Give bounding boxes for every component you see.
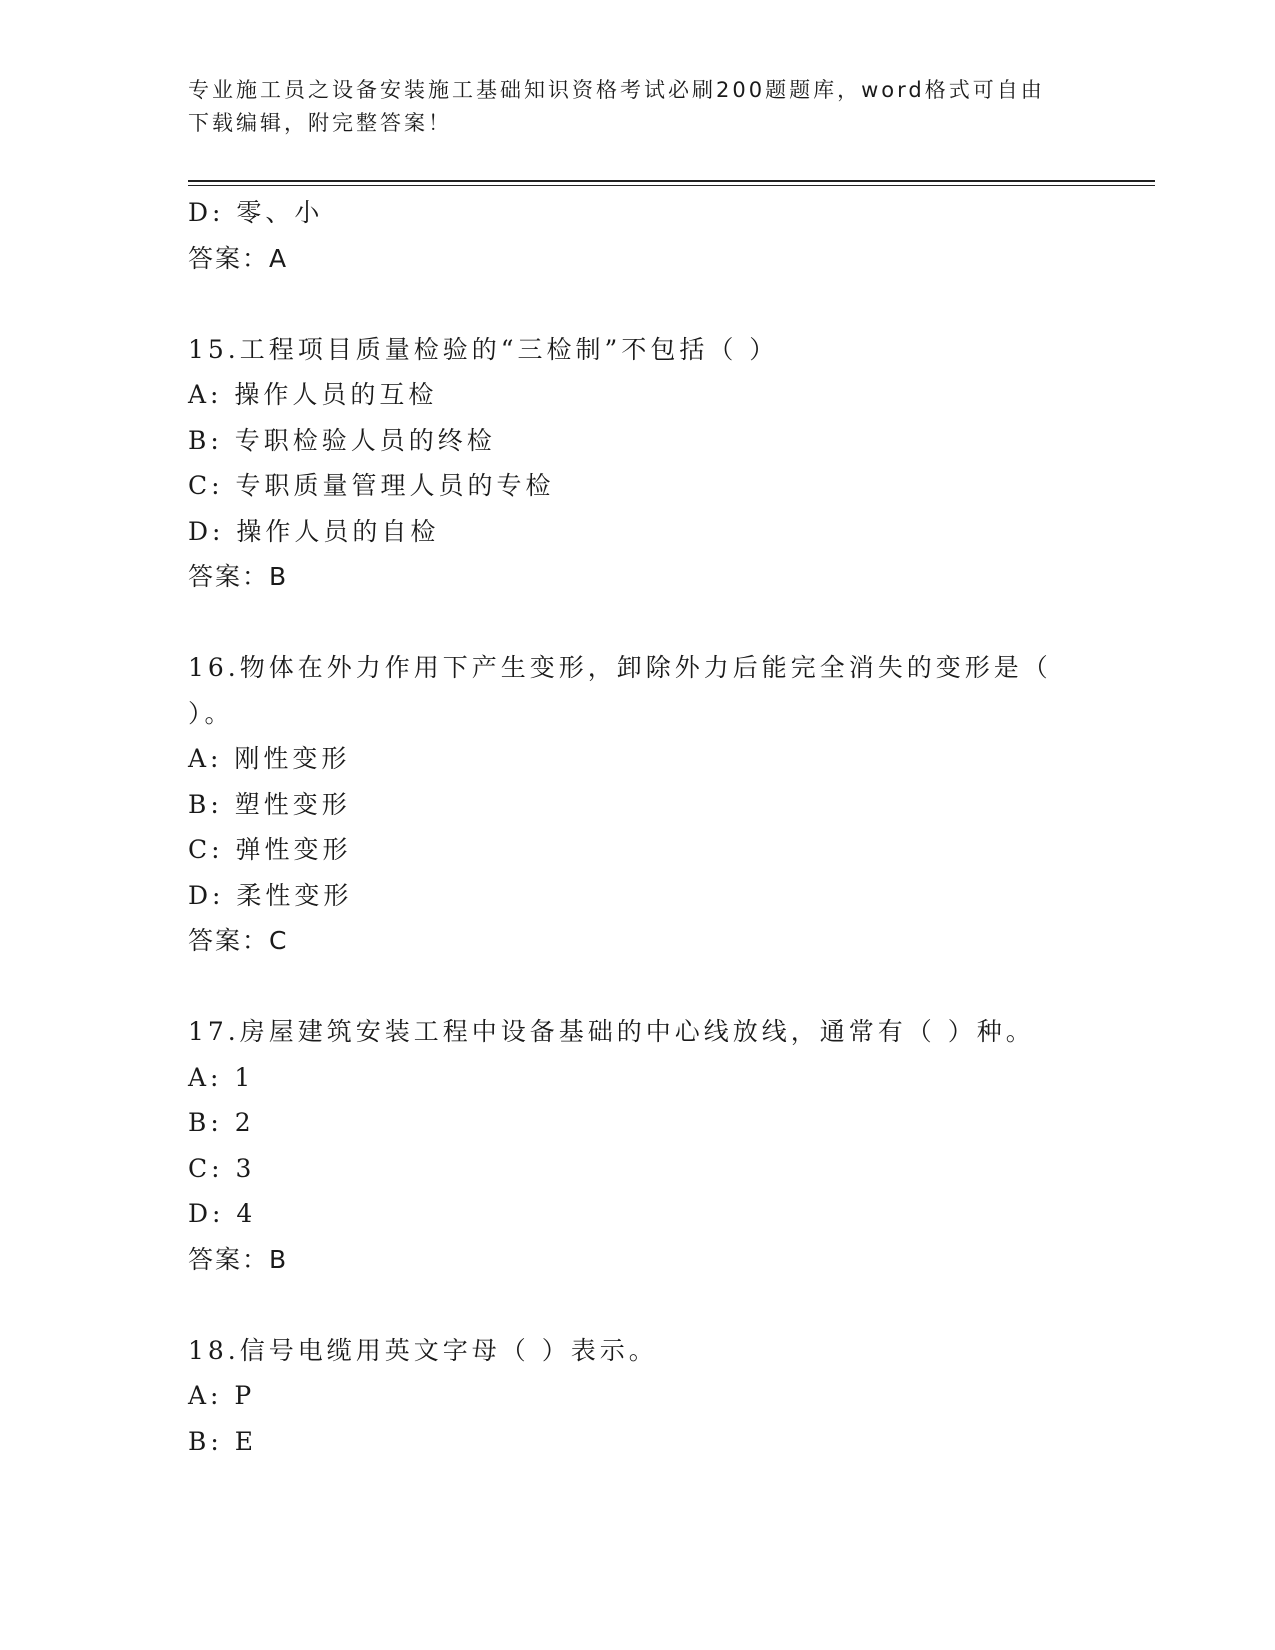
question-stem-line-2: ）。 (188, 698, 234, 728)
answer-line: 答案：B (188, 562, 289, 591)
document-header (188, 74, 1088, 140)
option-b: B: 塑性变形 (188, 789, 351, 819)
question-18 (188, 1328, 1088, 1465)
spacer (188, 1282, 1088, 1328)
option-b: B: 专职检验人员的终检 (188, 425, 496, 455)
option-d: D: 4 (188, 1199, 257, 1228)
option-a: A: 操作人员的互检 (188, 380, 438, 409)
question-16 (188, 645, 1088, 964)
answer-line: 答案：C (188, 926, 289, 955)
header-line-1: 专业施工员之设备安装施工基础知识资格考试必刷200题题库，word格式可自由 (188, 78, 1045, 102)
option-a: A: P (188, 1381, 256, 1410)
previous-question-tail (188, 190, 1088, 281)
option-b: B: 2 (188, 1108, 255, 1137)
question-stem: 15.工程项目质量检验的“三检制”不包括（ ） (188, 334, 779, 364)
question-list (188, 190, 1088, 1464)
option-c: C: 专职质量管理人员的专检 (188, 471, 555, 500)
option-a: A: 1 (188, 1062, 255, 1092)
option-c: C: 弹性变形 (188, 835, 352, 864)
option-c: C: 3 (188, 1153, 256, 1183)
question-stem-line-1: 16.物体在外力作用下产生变形，卸除外力后能完全消失的变形是（ (188, 653, 1052, 682)
question-stem: 18.信号电缆用英文字母（ ）表示。 (188, 1335, 658, 1365)
spacer (188, 964, 1088, 1010)
header-divider-thin (188, 185, 1155, 186)
option-b: B: E (188, 1426, 257, 1456)
answer-line: 答案：A (188, 243, 289, 273)
option-d: D: 操作人员的自检 (188, 516, 440, 546)
header-line-2: 下载编辑，附完整答案！ (188, 111, 452, 135)
header-divider-thick (188, 180, 1155, 182)
question-stem: 17.房屋建筑安装工程中设备基础的中心线放线，通常有（ ）种。 (188, 1017, 1035, 1046)
spacer (188, 281, 1088, 327)
option-a: A: 刚性变形 (188, 744, 351, 773)
option-d: D: 零、小 (188, 198, 324, 227)
question-15 (188, 327, 1088, 600)
question-17 (188, 1009, 1088, 1282)
spacer (188, 600, 1088, 646)
option-d: D: 柔性变形 (188, 880, 353, 910)
answer-line: 答案：B (188, 1244, 289, 1274)
